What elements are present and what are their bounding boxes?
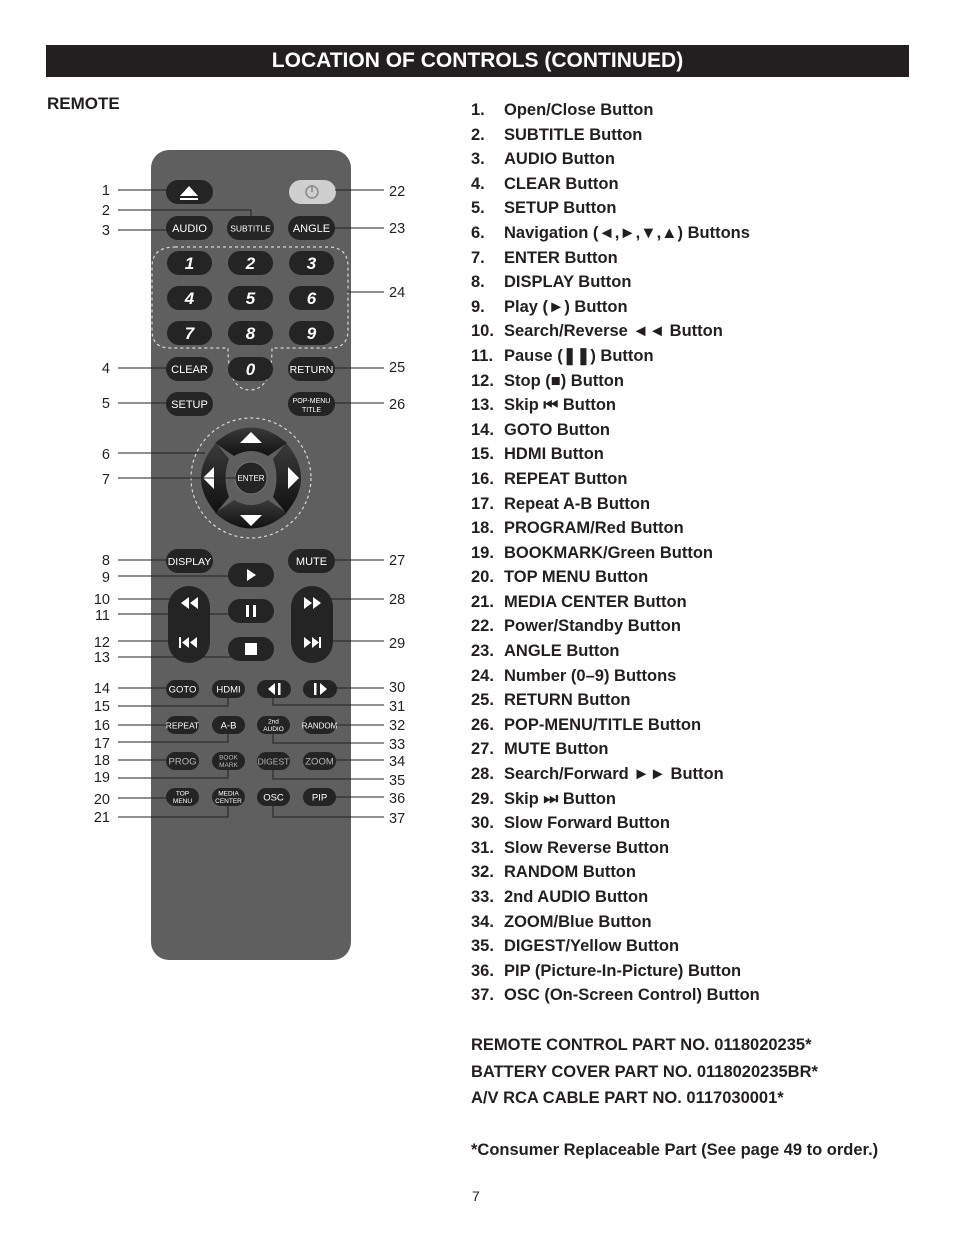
list-item-number: 31. (471, 838, 494, 857)
list-item-label: DIGEST/Yellow Button (504, 937, 680, 956)
list-item-label: SETUP Button (504, 199, 617, 218)
svg-text:REPEAT: REPEAT (165, 720, 200, 731)
list-item-number: 10. (471, 322, 494, 341)
svg-text:8: 8 (245, 324, 256, 343)
display-button[interactable] (166, 549, 213, 573)
list-item (471, 174, 760, 199)
list-item-label: Search/Forward ►► Button (504, 765, 724, 784)
slow-reverse-button[interactable] (257, 680, 291, 698)
list-item-number: 9. (471, 297, 485, 316)
list-item (471, 198, 760, 223)
list-item (471, 690, 760, 715)
list-item-number: 33. (471, 888, 494, 906)
list-item-label: MUTE Button (504, 740, 609, 759)
list-item-label: Play (►) Button (504, 297, 628, 316)
list-item-label: PROGRAM/Red Button (504, 519, 684, 538)
list-item-label: DISPLAY Button (504, 273, 632, 292)
svg-text:HDMI: HDMI (216, 684, 241, 696)
list-item (471, 297, 760, 322)
random-button[interactable] (302, 716, 338, 734)
list-item-number: 34. (471, 912, 494, 931)
svg-text:GOTO: GOTO (168, 684, 197, 696)
cable-part-number: A/V RCA CABLE PART NO. 0117030001* (471, 1089, 784, 1107)
callout-6: 6 (101, 447, 110, 463)
list-item-label: Repeat A-B Button (504, 494, 651, 513)
list-item-number: 12. (471, 371, 494, 390)
parts-list (471, 1036, 818, 1116)
list-item-number: 23. (471, 642, 494, 661)
svg-text:4: 4 (184, 289, 195, 308)
list-item-number: 6. (471, 223, 485, 242)
list-item (471, 518, 760, 543)
svg-text:7: 7 (184, 324, 195, 343)
list-item (471, 543, 760, 568)
list-item-label: Power/Standby Button (504, 617, 681, 636)
list-item (471, 764, 760, 789)
list-item-label: Skip ⏭ Button (504, 789, 617, 808)
callout-25: 25 (389, 360, 406, 376)
mute-button[interactable] (288, 549, 335, 573)
svg-text:2nd: 2nd (268, 718, 279, 726)
list-item (471, 739, 760, 764)
list-item-number: 21. (471, 592, 494, 611)
list-item-number: 7. (471, 248, 485, 267)
list-item-number: 11. (471, 346, 494, 365)
list-item-label: HDMI Button (504, 445, 604, 464)
svg-text:DISPLAY: DISPLAY (167, 556, 212, 568)
top-menu-button[interactable] (166, 788, 199, 806)
number-6-button[interactable] (289, 286, 334, 310)
subtitle-button[interactable] (227, 216, 274, 240)
return-button[interactable] (288, 357, 335, 381)
callout-9: 9 (101, 570, 110, 586)
list-item-label: TOP MENU Button (504, 568, 649, 587)
number-0-button[interactable] (228, 357, 273, 381)
list-item (471, 862, 760, 887)
list-item-label: Number (0–9) Buttons (504, 666, 677, 685)
list-item-number: 4. (471, 174, 485, 193)
stop-button[interactable] (228, 637, 274, 661)
callout-20: 20 (93, 792, 110, 808)
callout-30: 30 (389, 680, 406, 696)
page-title: LOCATION OF CONTROLS (CONTINUED) (271, 49, 684, 72)
callout-11: 11 (94, 608, 110, 624)
list-item (471, 272, 760, 297)
list-item-number: 27. (471, 740, 494, 759)
list-item (471, 321, 760, 346)
list-item-number: 22. (471, 617, 494, 636)
setup-button[interactable] (166, 392, 213, 416)
callout-14: 14 (93, 681, 110, 697)
list-item (471, 149, 760, 174)
svg-text:SETUP: SETUP (171, 399, 208, 411)
list-item-label: 2nd AUDIO Button (504, 888, 649, 906)
repeat-button[interactable] (166, 716, 199, 734)
list-item-number: 1. (471, 101, 485, 119)
list-item-number: 26. (471, 715, 494, 734)
list-item-number: 16. (471, 469, 494, 488)
bookmark-green-button[interactable] (212, 752, 245, 770)
list-item-label: Stop (■) Button (504, 371, 624, 390)
number-8-button[interactable] (228, 321, 273, 345)
search-reverse-skip-back-button[interactable] (168, 586, 210, 663)
list-item-number: 15. (471, 445, 494, 464)
svg-text:OSC: OSC (263, 792, 284, 804)
list-item (471, 494, 760, 519)
svg-text:MEDIA: MEDIA (218, 790, 239, 798)
svg-text:9: 9 (306, 324, 317, 343)
list-item-label: PIP (Picture-In-Picture) Button (504, 961, 742, 980)
list-item (471, 248, 760, 273)
list-item-label: Navigation (◄,►,▼,▲) Buttons (504, 223, 750, 242)
list-item (471, 912, 760, 937)
callout-29: 29 (389, 636, 406, 652)
callout-7: 7 (101, 472, 110, 488)
list-item-number: 32. (471, 863, 494, 882)
callout-35: 35 (389, 773, 406, 789)
list-item (471, 223, 760, 248)
list-item-label: BOOKMARK/Green Button (504, 543, 713, 562)
list-item-number: 17. (471, 494, 494, 513)
osc-button[interactable] (257, 788, 290, 806)
list-item-number: 20. (471, 568, 494, 587)
number-3-button[interactable] (289, 251, 334, 275)
list-item-number: 14. (471, 420, 494, 439)
list-item (471, 838, 760, 863)
list-item-label: REPEAT Button (504, 469, 628, 488)
list-item-label: AUDIO Button (504, 150, 615, 169)
svg-text:TITLE: TITLE (301, 407, 322, 414)
list-item-label: OSC (On-Screen Control) Button (504, 986, 760, 1005)
list-item (471, 789, 760, 814)
list-item-number: 35. (471, 937, 494, 956)
callout-33: 33 (389, 737, 406, 753)
svg-text:DIGEST: DIGEST (257, 756, 290, 767)
replaceable-part-note: *Consumer Replaceable Part (See page 49 to order.) (471, 1141, 879, 1159)
svg-text:0: 0 (245, 360, 256, 379)
svg-text:A-B: A-B (220, 720, 237, 732)
svg-text:CLEAR: CLEAR (171, 364, 208, 376)
callout-13: 13 (93, 650, 110, 666)
callout-23: 23 (389, 221, 406, 237)
svg-text:6: 6 (306, 289, 317, 308)
list-item (471, 420, 760, 445)
list-item-number: 3. (471, 150, 485, 169)
list-item (471, 395, 760, 420)
callout-22: 22 (389, 184, 406, 200)
callout-24: 24 (389, 285, 406, 301)
pause-button[interactable] (228, 599, 274, 623)
list-item-number: 28. (471, 765, 494, 784)
remote-section-title: REMOTE (47, 94, 120, 113)
list-item (471, 616, 760, 641)
list-item-label: ZOOM/Blue Button (504, 912, 652, 931)
list-item-number: 29. (471, 789, 494, 808)
remote-part-number: REMOTE CONTROL PART NO. 0118020235* (471, 1036, 812, 1054)
callout-12: 12 (93, 635, 110, 651)
hdmi-button[interactable] (212, 680, 245, 698)
callout-34: 34 (389, 754, 406, 770)
list-item-number: 30. (471, 814, 494, 833)
list-item (471, 641, 760, 666)
callout-26: 26 (389, 397, 406, 413)
callout-31: 31 (389, 699, 406, 715)
callout-2: 2 (101, 203, 110, 219)
list-item (471, 936, 760, 961)
pop-menu-title-button[interactable] (288, 392, 335, 416)
svg-text:MUTE: MUTE (295, 556, 328, 568)
svg-text:ZOOM: ZOOM (305, 756, 334, 768)
number-2-button[interactable] (228, 251, 273, 275)
list-item (471, 371, 760, 396)
list-item (471, 346, 760, 371)
list-item (471, 125, 760, 150)
callout-18: 18 (93, 753, 110, 769)
callout-10: 10 (93, 592, 110, 608)
list-item (471, 813, 760, 838)
list-item-number: 36. (471, 961, 494, 980)
callout-17: 17 (93, 736, 110, 752)
list-item-number: 18. (471, 519, 494, 538)
svg-text:3: 3 (306, 254, 317, 273)
callout-4: 4 (101, 361, 110, 377)
callout-15: 15 (93, 699, 110, 715)
list-item-label: Search/Reverse ◄◄ Button (504, 322, 723, 341)
number-9-button[interactable] (289, 321, 334, 345)
audio-button[interactable] (166, 216, 213, 240)
list-item-label: CLEAR Button (504, 174, 619, 193)
clear-button[interactable] (166, 357, 213, 381)
pip-button[interactable] (303, 788, 336, 806)
callout-37: 37 (389, 811, 406, 827)
list-item (471, 666, 760, 691)
list-item-number: 19. (471, 543, 494, 562)
list-item-label: Skip ⏮ Button (504, 396, 617, 415)
list-item-number: 25. (471, 691, 494, 710)
list-item-number: 13. (471, 396, 494, 415)
list-item (471, 100, 760, 125)
callout-28: 28 (389, 592, 406, 608)
list-item-label: GOTO Button (504, 420, 611, 439)
play-button[interactable] (228, 563, 274, 587)
svg-text:SUBTITLE: SUBTITLE (230, 223, 271, 234)
list-item (471, 715, 760, 740)
list-item (471, 469, 760, 494)
number-1-button[interactable] (167, 251, 212, 275)
list-item (471, 985, 760, 1010)
number-5-button[interactable] (228, 286, 273, 310)
list-item-label: POP-MENU/TITLE Button (504, 715, 702, 734)
svg-text:PIP: PIP (311, 792, 328, 804)
callout-16: 16 (93, 718, 110, 734)
media-center-button[interactable] (212, 788, 245, 806)
svg-text:BOOK: BOOK (219, 754, 238, 762)
svg-text:5: 5 (245, 289, 256, 308)
callout-19: 19 (93, 770, 110, 786)
list-item (471, 961, 760, 986)
svg-text:RETURN: RETURN (289, 364, 334, 376)
list-item (471, 592, 760, 617)
list-item-number: 5. (471, 199, 485, 218)
svg-text:PROG: PROG (168, 756, 197, 768)
svg-text:RANDOM: RANDOM (301, 721, 338, 731)
list-item (471, 444, 760, 469)
list-item-number: 8. (471, 273, 485, 292)
callout-21: 21 (93, 810, 110, 826)
svg-text:MARK: MARK (219, 762, 238, 769)
callout-8: 8 (101, 553, 110, 569)
goto-button[interactable] (166, 680, 199, 698)
list-item-label: Pause (❚❚) Button (504, 346, 654, 365)
callout-27: 27 (389, 553, 406, 569)
page-number: 7 (472, 1188, 480, 1204)
callout-1: 1 (101, 183, 110, 199)
list-item-label: SUBTITLE Button (504, 125, 643, 144)
callout-36: 36 (389, 791, 406, 807)
enter-button[interactable] (235, 462, 267, 494)
number-7-button[interactable] (167, 321, 212, 345)
svg-text:AUDIO: AUDIO (172, 223, 207, 235)
battery-cover-part-number: BATTERY COVER PART NO. 0118020235BR* (471, 1062, 818, 1081)
callout-32: 32 (389, 718, 406, 734)
list-item-label: MEDIA CENTER Button (504, 592, 687, 611)
open-close-button[interactable] (166, 180, 213, 204)
svg-text:POP-MENU: POP-MENU (292, 398, 331, 405)
repeat-a-b-button[interactable] (212, 716, 245, 734)
list-item-label: ENTER Button (504, 248, 618, 267)
svg-text:2: 2 (245, 254, 256, 273)
list-item-label: RANDOM Button (504, 863, 636, 882)
stop-icon (245, 643, 257, 655)
svg-text:AUDIO: AUDIO (263, 726, 284, 733)
zoom-blue-button[interactable] (303, 752, 336, 770)
list-item-number: 24. (471, 666, 494, 685)
slow-forward-button[interactable] (303, 680, 337, 698)
list-item (471, 567, 760, 592)
power-button[interactable] (289, 180, 336, 204)
svg-text:CENTER: CENTER (215, 798, 242, 805)
list-item-number: 37. (471, 986, 494, 1005)
list-item-label: Slow Reverse Button (504, 838, 670, 857)
callout-3: 3 (101, 223, 110, 239)
svg-text:MENU: MENU (172, 798, 193, 805)
digest-yellow-button[interactable] (257, 752, 290, 770)
list-item-label: RETURN Button (504, 691, 631, 710)
list-item-number: 2. (471, 125, 485, 144)
svg-text:1: 1 (184, 254, 195, 273)
controls-list (471, 100, 760, 1010)
angle-button[interactable] (288, 216, 335, 240)
search-forward-skip-next-button[interactable] (291, 586, 333, 663)
number-4-button[interactable] (167, 286, 212, 310)
callout-5: 5 (101, 396, 110, 412)
svg-text:TOP: TOP (175, 790, 190, 798)
svg-text:ANGLE: ANGLE (292, 223, 331, 235)
list-item-label: Slow Forward Button (504, 814, 670, 833)
second-audio-button[interactable] (257, 716, 290, 734)
list-item-label: Open/Close Button (504, 101, 654, 119)
svg-text:ENTER: ENTER (237, 474, 265, 483)
list-item-label: ANGLE Button (504, 642, 620, 661)
list-item (471, 887, 760, 912)
program-red-button[interactable] (166, 752, 199, 770)
